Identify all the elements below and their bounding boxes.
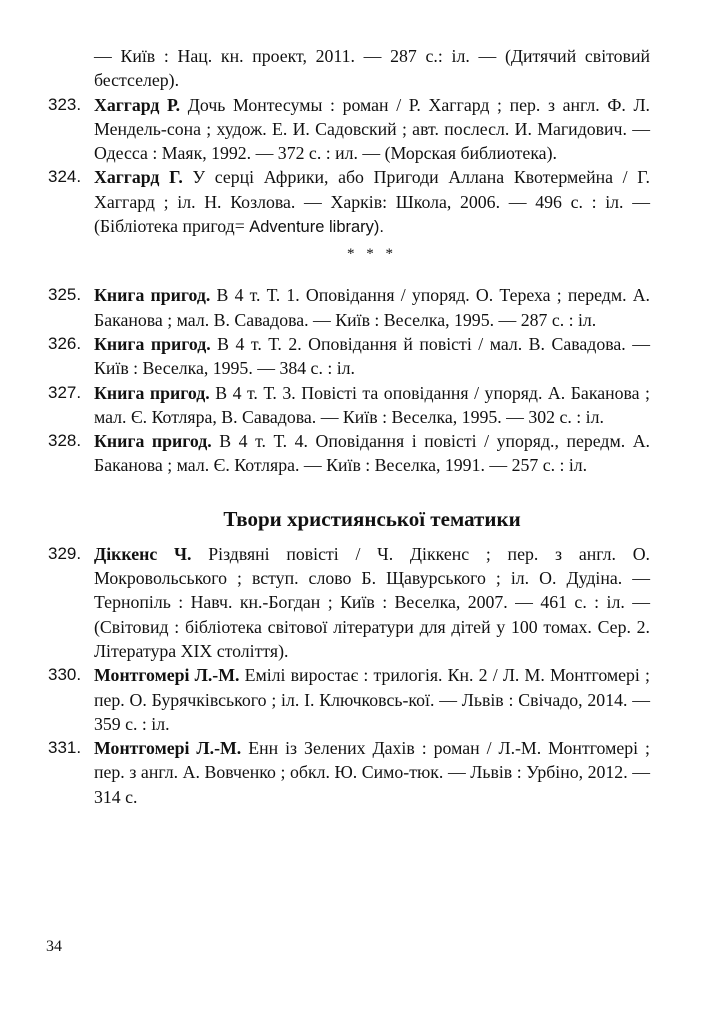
entry-number: 328.	[48, 431, 82, 451]
entry-text: У серці Африки, або Пригоди Аллана Квотермейна / Г. Хаггард ; іл. Н. Козлова. — Харків: Школа, 2006. — 496 с. : іл. — (Бібліотека пригод=	[94, 167, 650, 237]
entry-323	[48, 93, 650, 166]
entry-number: 325.	[48, 285, 82, 305]
entry-text: В 4 т. Т. 1. Оповідання / упоряд. О. Тереха ; передм. А. Баканова ; мал. В. Савадова. — Київ : Веселка, 1995. — 287 с. : іл.	[94, 285, 651, 330]
separator-stars: * * *	[347, 246, 397, 263]
entry-text: Дочь Монтесумы : роман / Р. Хаггард ; пер. з англ. Ф. Л. Мендель-сона ; худож. Е. И. Садовский ; авт. послесл. И. Магидович. — Одесса : Маяк, 1992. — 372 с. : ил. — (Морская библиотека).	[94, 94, 650, 164]
entry-331	[48, 736, 651, 809]
entry-author: Діккенс Ч.	[94, 543, 192, 564]
entry-author: Монтгомері Л.-М.	[94, 738, 242, 759]
entry-328	[48, 429, 651, 478]
entry-series-latin: Adventure library).	[249, 218, 384, 237]
entry-330	[48, 663, 650, 736]
entry-325	[48, 283, 651, 332]
entry-text: Різдвяні повісті / Ч. Діккенс ; пер. з англ. О. Мокровольського ; вступ. слово Б. Щавурського ; іл. О. Дудіна. — Тернопіль : Навч. кн.-Богдан ; Київ : Веселка, 2007. — 461 с. : іл. — (Світовид : бібліотека світової літератури для дітей у 100 томах. Сер. 2. Література XIX століття).	[94, 543, 650, 661]
entry-text: Емілі виростає : трилогія. Кн. 2 / Л. М. Монтгомері ; пер. О. Бурячківського ; іл. І. Ключковсь-кої. — Львів : Свічадо, 2014. — 359 с. : іл.	[94, 665, 650, 734]
entry-327	[48, 381, 650, 430]
entry-number: 326.	[48, 333, 82, 353]
section-heading: Твори християнської тематики	[223, 506, 521, 531]
entry-author: Монтгомері Л.-М.	[94, 665, 240, 686]
entry-text: В 4 т. Т. 2. Оповідання й повісті / мал. В. Савадова. — Київ : Веселка, 1995. — 384 с. : іл.	[94, 333, 651, 379]
entry-326	[48, 332, 651, 381]
page-content	[48, 44, 651, 809]
entry-number: 329.	[48, 543, 82, 563]
entry-text: В 4 т. Т. 3. Повісті та оповідання / упоряд. А. Баканова ; мал. Є. Котляра, В. Савадова. — Київ : Веселка, 1995. — 302 с. : іл.	[94, 382, 650, 427]
entry-author: Хаггард Р.	[94, 94, 181, 115]
entry-text: В 4 т. Т. 4. Оповідання і повісті / упоряд., передм. А. Баканова ; мал. Є. Котляра. — Київ : Веселка, 1991. — 257 с. : іл.	[94, 431, 651, 476]
entry-number: 330.	[48, 665, 82, 685]
entry-number: 327.	[48, 382, 82, 402]
entry-number: 331.	[48, 738, 82, 758]
entry-author: Книга пригод.	[94, 333, 211, 354]
continuation-text: — Київ : Нац. кн. проект, 2011. — 287 с.: іл. — (Дитячий світовий бестселер).	[94, 46, 650, 91]
page-number: 34	[46, 938, 62, 955]
entry-text: Енн із Зелених Дахів : роман / Л.-М. Монтгомері ; пер. з англ. А. Вовченко ; обкл. Ю. Симо-тюк. — Львів : Урбіно, 2012. — 314 с.	[94, 738, 651, 807]
entry-author: Хаггард Г.	[94, 167, 183, 188]
entry-number: 323.	[48, 94, 82, 114]
entry-324	[48, 165, 650, 239]
entry-number: 324.	[48, 167, 82, 187]
entry-author: Книга пригод.	[94, 431, 212, 452]
entry-author: Книга пригод.	[94, 285, 211, 306]
entry-author: Книга пригод.	[94, 382, 210, 403]
entry-329	[48, 542, 650, 663]
